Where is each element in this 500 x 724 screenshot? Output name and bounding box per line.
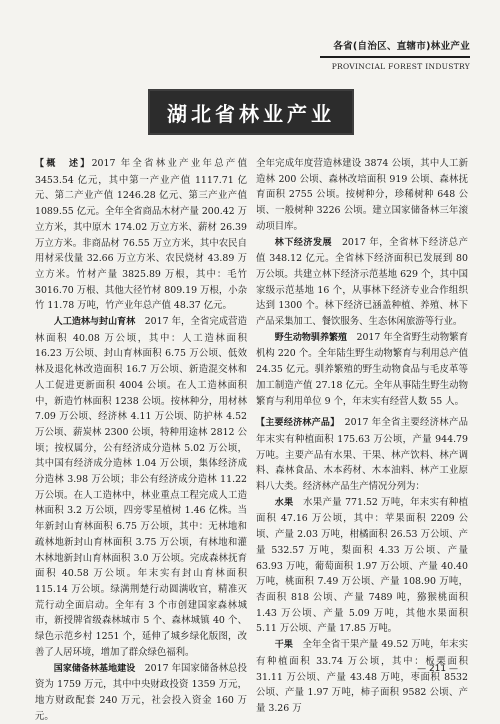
paragraph-dried-fruit <box>256 637 468 717</box>
header-subtitle: PROVINCIAL FOREST INDUSTRY <box>320 62 470 71</box>
paragraph-heading: 【概 述】 <box>35 159 92 169</box>
paragraph-text: 2017 年，全省林下经济总产值 348.12 亿元。全省林下经济面积已发展到 80 万公顷。共建立林下经济示范基地 629 个，其中国家级示范基地 16 个，从事林下经济专业合作组织达到 1300 个。林下经济已涵盖种植、养殖、林下产品采集加工、餐饮服务、生态休闲旅游等行业。 <box>256 237 468 328</box>
section-banner <box>148 89 354 135</box>
paragraph-text: 2017 年，全省完成营造林面积 40.08 万公顷，其中：人工造林面积 16.23 万公顷、封山育林面积 6.75 万公顷、低效林及退化林改造面积 16.7 万公顷、新造混交林和人工促进更新面积 4004 公顷。在人工造林面积中，新造竹林面积 1238 公顷。按林种分，用材林 7.09 万公顷、经济林 4.11 万公顷、防护林 4.52 万公顷、薪炭林 2300 公顷，特种用途林 2812 公顷；按权属分，公有经济成分造林 5.02 万公顷，其中国有经济成分造林 1.04 万公顷，集体经济成分造林 3.98 万公顷；非公有经济成分造林 11.22 万公顷。在人工造林中，林业重点工程完成人工造林面积 3.2 万公顷，四旁零星植树 1.46 亿株。当年新封山育林面积 6.75 万公顷，其中：无林地和疏林地新封山育林面积 3.75 万公顷，有林地和灌木林地新封山育林面积 3.0 万公顷。完成森林抚育面积 40.58 万公顷。年末实有封山育林面积 115.14 万公顷。绿满荆楚行动圆满收官，精准灭荒行动全面启动。全年有 3 个市创建国家森林城市，新授牌省级森林城市 5 个、森林城镇 40 个、绿色示范乡村 1251 个，延伸了城乡绿化版图，改善了人居环境，增加了群众绿色福利。 <box>35 316 247 658</box>
header-rule <box>320 56 470 58</box>
paragraph-afforestation <box>35 314 247 660</box>
page-number: — 211 — <box>417 664 458 674</box>
left-column <box>35 156 247 724</box>
section-title: 湖北省林业产业 <box>167 98 335 127</box>
paragraph-reserve-forest <box>35 661 247 724</box>
paragraph-text: 2017 年全省林业产业年总产值 3453.54 亿元，其中第一产业产值 1117.71 亿元、第二产业产值 1246.28 亿元、第三产业产值 1089.55 亿元。全年全省商品木材产量 200.42 万立方米，其中原木 174.02 万立方米、薪材 26.39 万立方米。非商品材 76.55 万立方米，其中农民自用材采伐量 32.66 万立方米、农民烧材 43.89 万立方米。竹材产量 3825.89 万根，其中：毛竹 3016.70 万根、其他大径竹材 809.19 万根，小杂竹 11.78 万吨，竹产业年总产值 48.37 亿元。 <box>35 158 247 311</box>
paragraph-heading: 【主要经济林产品】 <box>256 418 335 428</box>
running-header <box>320 38 470 71</box>
paragraph-wildlife-breeding <box>256 330 468 410</box>
paragraph-text: 2017 年全省主要经济林产品年末实有种植面积 175.63 万公顷，产量 944.79 万吨。主要产品有水果、干果、林产饮料、林产调料、森林食品、木本药材、木本油料、林产工业原料八大类。经济林产品生产情况分列为： <box>256 417 468 492</box>
paragraph-text: 水果产量 771.52 万吨，年末实有种植面积 47.16 万公顷，其中：苹果面积 2209 公顷、产量 2.03 万吨，柑橘面积 26.53 万公顷、产量 532.57 万吨，梨面积 4.33 万公顷、产量 63.93 万吨，葡萄面积 1.97 万公顷、产量 40.40 万吨，桃面积 7.49 万公顷、产量 108.90 万吨，杏面积 818 公顷、产量 7489 吨，猕猴桃面积 1.43 万公顷、产量 5.09 万吨，其他水果面积 5.11 万公顷、产量 17.85 万吨。 <box>256 497 468 635</box>
paragraph-heading: 国家储备林基地建设 <box>54 664 135 674</box>
paragraph-text: 全年完成年度营造林建设 3874 公顷，其中人工新造林 200 公顷、森林改培面积 919 公顷、森林抚育面积 2755 公顷。按树种分，珍稀树种 648 公顷、一般树种 3226 公顷。建立国家储备林三年滚动项目库。 <box>256 158 468 232</box>
paragraph-fruit <box>256 495 468 637</box>
paragraph-heading: 人工造林与封山育林 <box>54 317 135 327</box>
paragraph-overview <box>35 156 247 314</box>
paragraph-heading: 水果 <box>275 498 294 508</box>
paragraph-text: 全年全省干果产量 49.52 万吨，年末实有种植面积 33.74 万公顷，其中：板栗面积 31.11 万公顷、产量 43.48 万吨，枣面积 8532 公顷、产量 1.97 万吨，柿子面积 9582 公顷、产量 3.26 万 <box>256 639 468 714</box>
paragraph-heading: 林下经济发展 <box>275 238 332 248</box>
paragraph-heading: 干果 <box>275 640 293 650</box>
paragraph-economic-forest-products <box>256 415 468 495</box>
paragraph-text: 2017 年国家储备林总投资为 1759 万元，其中中央财政投资 1359 万元，地方财政配套 240 万元，社会投入资金 160 万元。 <box>35 663 247 722</box>
header-title: 各省(自治区、直辖市)林业产业 <box>320 38 470 52</box>
paragraph-heading: 野生动物驯养繁殖 <box>275 333 347 343</box>
paragraph-reserve-forest-cont <box>256 156 468 235</box>
paragraph-understory-economy <box>256 235 468 330</box>
right-column <box>256 156 468 717</box>
paragraph-text: 2017 年全省野生动物繁育机构 220 个。全年陆生野生动物繁育与利用总产值 24.35 亿元。驯养繁殖的野生动物食品与毛皮革等加工制造产值 27.18 亿元。全年从事陆生野生动物繁育与利用单位 9 个，年末实有经营人数 55 人。 <box>256 332 468 407</box>
